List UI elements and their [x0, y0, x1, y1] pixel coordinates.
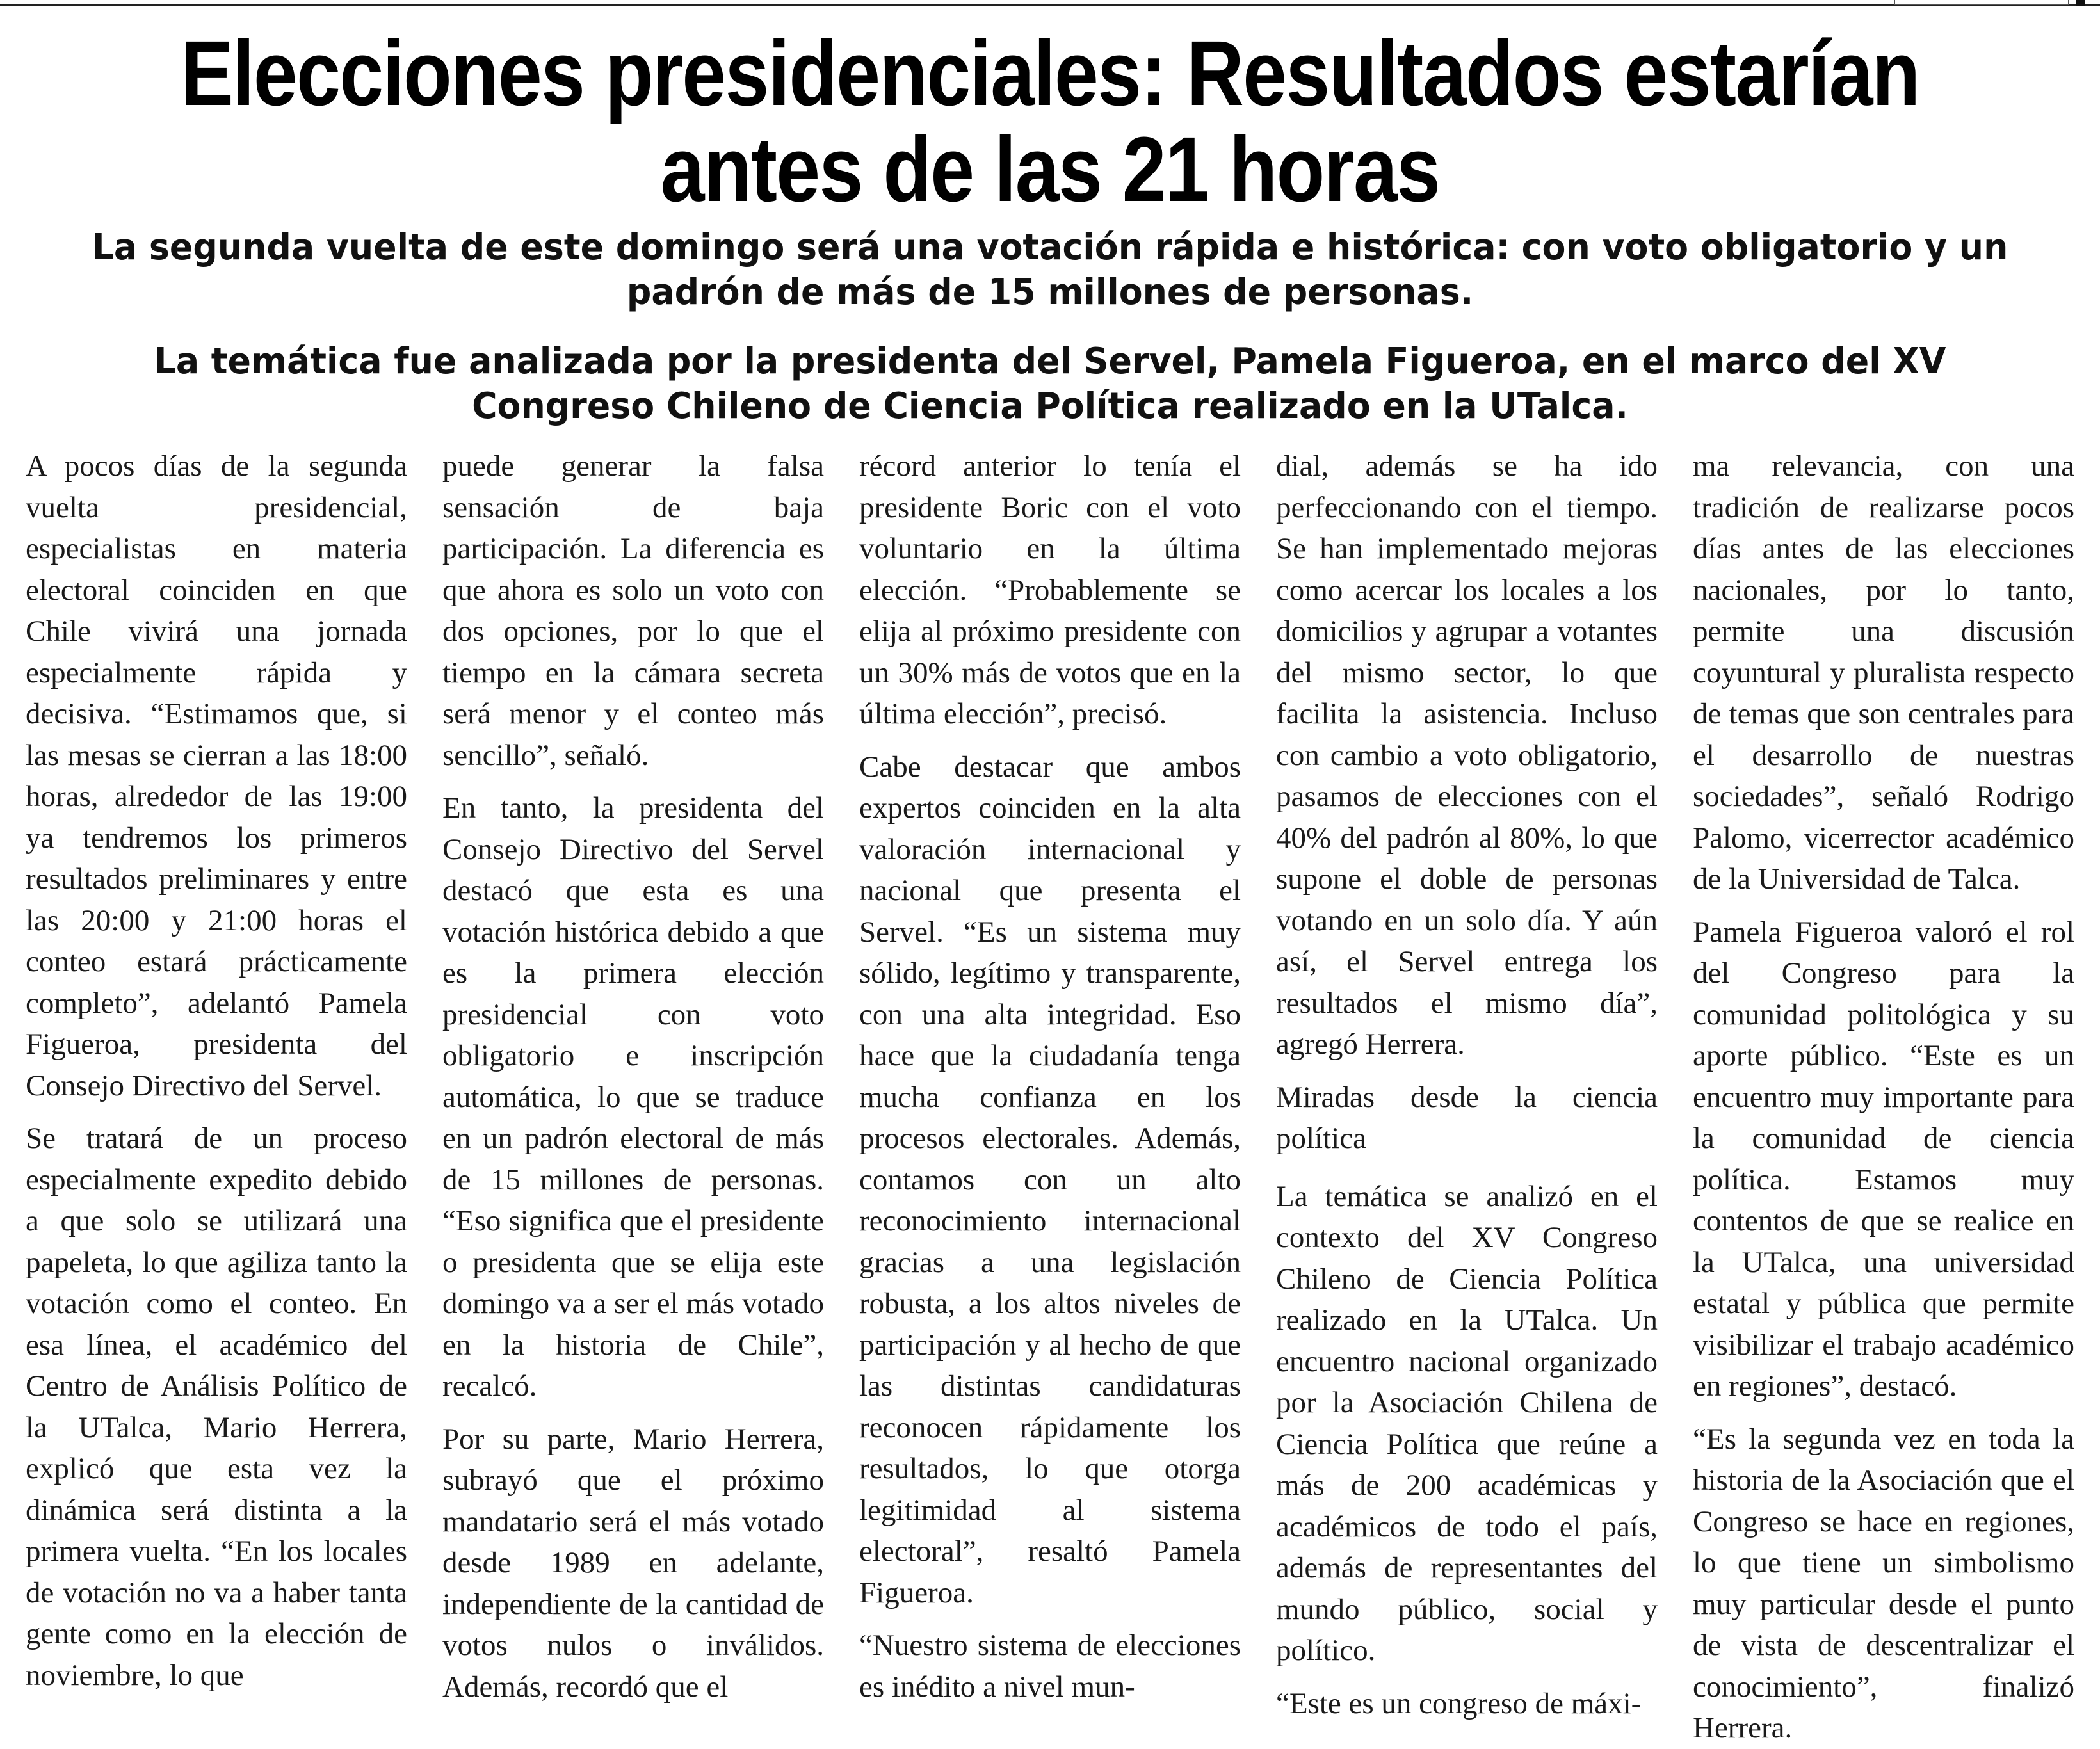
body-column-3 [859, 446, 1241, 1704]
body-paragraph: récord anterior lo tenía el presidente Boric con el voto voluntario en la última elección. “Probablemente se elija al próximo presidente con un 30% más de votos que en la última elección”, precisó. [859, 449, 1241, 730]
body-paragraph: Se tratará de un proceso especialmente expedito debido a que solo se utilizará una papeleta, lo que agiliza tanto la votación como el conteo. En esa línea, el académico del Centro de Análisis Político de la UTalca, Mario Herrera, explicó que esta vez la dinámica será distinta a la primera vuelta. “En los locales de votación no va a haber tanta gente como en la elección de noviembre, lo que [26, 1122, 407, 1692]
article-deck-2: La temática fue analizada por la presidenta del Servel, Pamela Figueroa, en el marco del XV Congreso Chileno de Ciencia Política realizado en la UTalca. [154, 341, 1946, 427]
body-column-2 [442, 446, 824, 1704]
top-rule [0, 4, 2100, 6]
body-paragraph: dial, además se ha ido perfeccionando con el tiempo. Se han implementado mejoras como acercar los locales a los domicilios y agrupar a votantes del mismo sector, lo que facilita la asistencia. Incluso con cambio a voto obligatorio, pasamos de elecciones con el 40% del padrón al 80%, lo que supone el doble de personas votando en un solo día. Y aún así, el Servel entrega los resultados el mismo día”, agregó Herrera. [1276, 449, 1658, 1061]
body-paragraph: Por su parte, Mario Herrera, subrayó que el próximo mandatario será el más votado desde 1989 en adelante, independiente de la cantidad de votos nulos o inválidos. Además, recordó que el [442, 1422, 824, 1704]
article-headline: Elecciones presidenciales: Resultados estarían antes de las 21 horas [181, 22, 1919, 221]
body-paragraph: Pamela Figueroa valoró el rol del Congreso para la comunidad politológica y su aporte público. “Este es un encuentro muy importante para la comunidad de ciencia política. Estamos muy contentos de que se realice en la UTalca, una universidad estatal y pública que permite visibilizar el trabajo académico en regiones”, destacó. [1693, 915, 2074, 1403]
body-column-1 [26, 446, 407, 1692]
page-corner-marker [2076, 0, 2085, 6]
section-subheading: Miradas desde la ciencia política [1276, 1080, 1658, 1155]
article-body [26, 446, 2074, 1745]
article-deck-1: La segunda vuelta de este domingo será una votación rápida e histórica: con voto obligatorio y un padrón de más de 15 millones de personas. [92, 227, 2008, 313]
body-paragraph: puede generar la falsa sensación de baja participación. La diferencia es que ahora es solo un voto con dos opciones, por lo que el tiempo en la cámara secreta será menor y el conteo más sencillo”, señaló. [442, 449, 824, 772]
body-paragraph: “Es la segunda vez en toda la historia de la Asociación que el Congreso se hace en regiones, lo que tiene un simbolismo muy particular desde el punto de vista de descentralizar el conocimiento”, finalizó Herrera. [1693, 1422, 2074, 1745]
body-column-4 [1276, 446, 1658, 1720]
body-paragraph: A pocos días de la segunda vuelta presidencial, especialistas en materia electoral coinciden en que Chile vivirá una jornada especialmente rápida y decisiva. “Estimamos que, si las mesas se cierran a las 18:00 horas, alrededor de las 19:00 ya tendremos los primeros resultados preliminares y entre las 20:00 y 21:00 horas el conteo estará prácticamente completo”, adelantó Pamela Figueroa, presidenta del Consejo Directivo del Servel. [26, 449, 407, 1102]
body-paragraph: La temática se analizó en el contexto del XV Congreso Chileno de Ciencia Política realizado en la UTalca. Un encuentro nacional organizado por la Asociación Chilena de Ciencia Política que reúne a más de 200 académicas y académicos de todo el país, además de representantes del mundo público, social y político. [1276, 1179, 1658, 1667]
body-paragraph: “Este es un congreso de máxi- [1276, 1686, 1642, 1720]
body-paragraph: ma relevancia, con una tradición de realizarse pocos días antes de las elecciones nacionales, por lo tanto, permite una discusión coyuntural y pluralista respecto de temas que son centrales para el desarrollo de nuestras sociedades”, señaló Rodrigo Palomo, vicerrector académico de la Universidad de Talca. [1693, 449, 2074, 896]
page-tab-marker [1894, 0, 2069, 5]
body-paragraph: Cabe destacar que ambos expertos coinciden en la alta valoración internacional y nacional que presenta el Servel. “Es un sistema muy sólido, legítimo y transparente, con una alta integridad. Eso hace que la ciudadanía tenga mucha confianza en los procesos electorales. Además, contamos con un alto reconocimiento internacional gracias a una legislación robusta, a los altos niveles de participación y al hecho de que las distintas candidaturas reconocen rápidamente los resultados, lo que otorga legitimidad al sistema electoral”, resaltó Pamela Figueroa. [859, 750, 1241, 1609]
body-paragraph: “Nuestro sistema de elecciones es inédito a nivel mun- [859, 1629, 1241, 1704]
body-column-5 [1693, 446, 2074, 1745]
body-paragraph: En tanto, la presidenta del Consejo Directivo del Servel destacó que esta es una votación histórica debido a que es la primera elección presidencial con voto obligatorio e inscripción automática, lo que se traduce en un padrón electoral de más de 15 millones de personas. “Eso significa que el presidente o presidenta que se elija este domingo va a ser el más votado en la historia de Chile”, recalcó. [442, 791, 824, 1403]
